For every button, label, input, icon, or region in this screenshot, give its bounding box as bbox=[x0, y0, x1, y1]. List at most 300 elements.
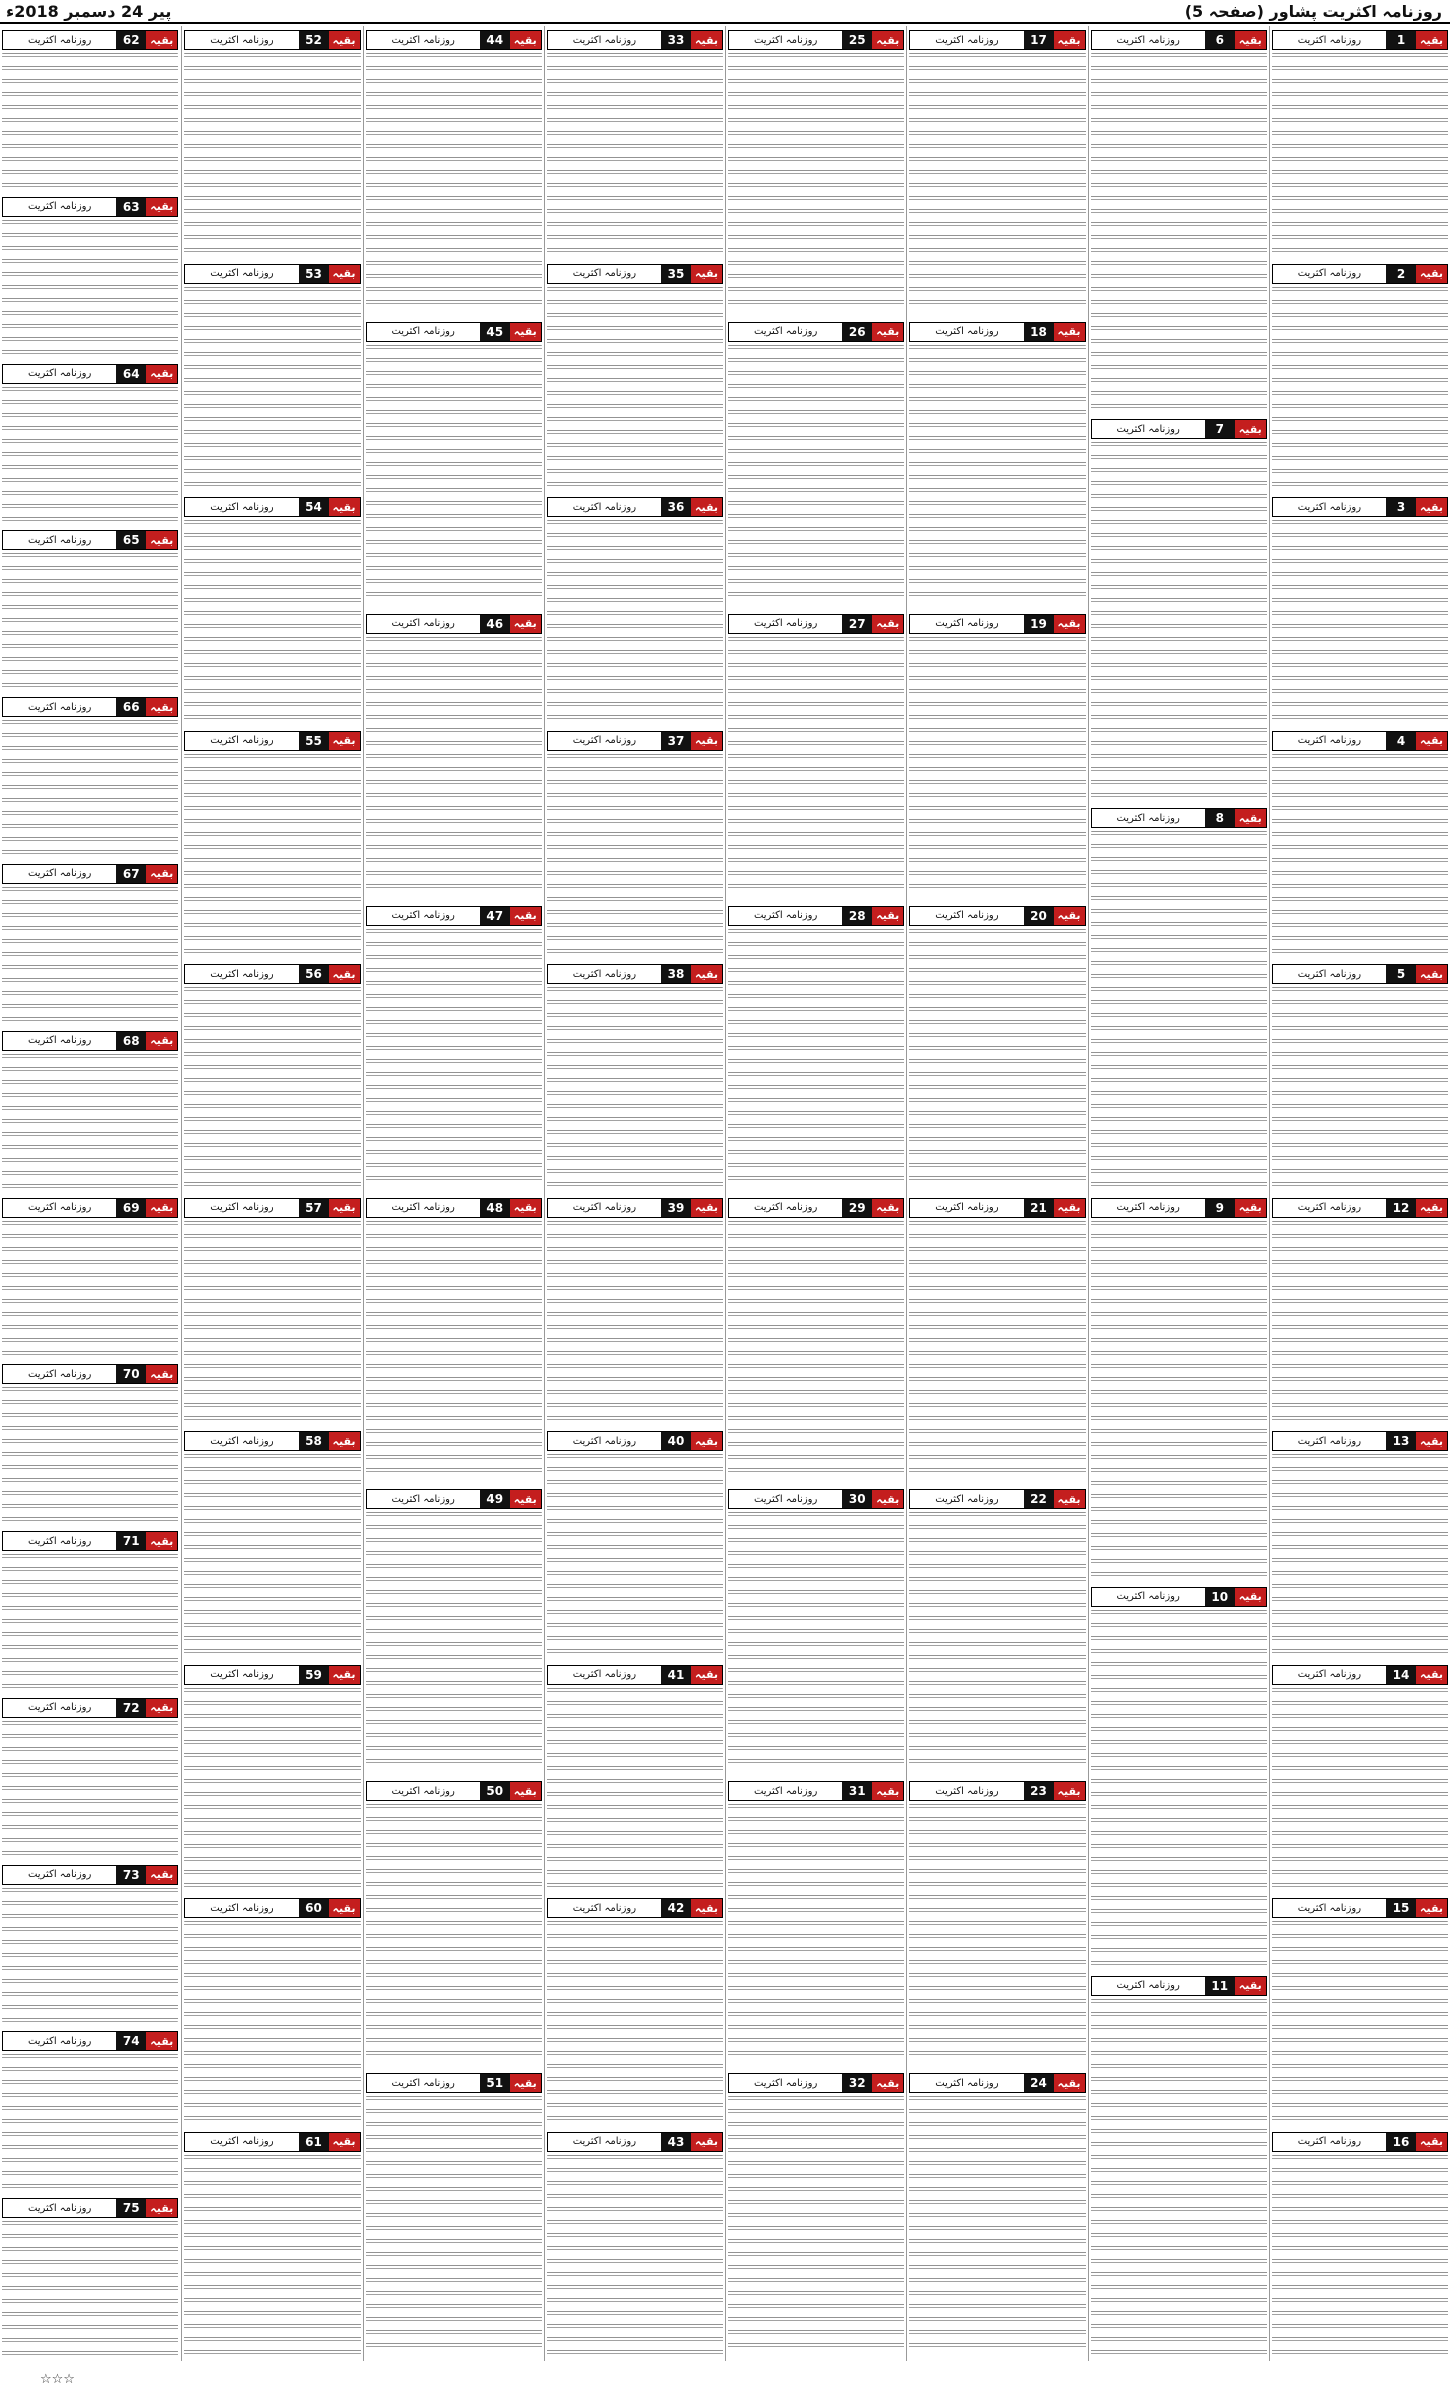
continuation-number: 61 bbox=[299, 2133, 329, 2151]
continuation-number: 67 bbox=[116, 865, 146, 883]
continuation-number: 70 bbox=[116, 1365, 146, 1383]
article-text bbox=[184, 1454, 360, 1656]
article-text bbox=[1091, 831, 1267, 1188]
continuation-block bbox=[1091, 1587, 1267, 1968]
article-text bbox=[728, 345, 904, 605]
continuation-brand: روزنامہ اکثریت bbox=[729, 1490, 842, 1508]
continuation-brand: روزنامہ اکثریت bbox=[367, 1782, 480, 1800]
article-text bbox=[547, 1454, 723, 1656]
continuation-block bbox=[1091, 1976, 1267, 2357]
continuation-tag: بقیہ bbox=[329, 1199, 360, 1217]
continuation-number: 26 bbox=[842, 323, 872, 341]
continuation-tag: بقیہ bbox=[146, 2032, 177, 2050]
continuation-header bbox=[1091, 1198, 1267, 1218]
continuation-tag: بقیہ bbox=[1416, 498, 1447, 516]
continuation-block bbox=[547, 497, 723, 723]
article-text bbox=[2, 1054, 178, 1189]
continuation-block bbox=[2, 530, 178, 689]
article-text bbox=[366, 1221, 542, 1481]
continuation-header bbox=[184, 1431, 360, 1451]
continuation-block bbox=[184, 1665, 360, 1891]
continuation-header bbox=[728, 2073, 904, 2093]
continuation-header bbox=[184, 1198, 360, 1218]
article-text bbox=[1091, 442, 1267, 799]
continuation-header bbox=[547, 264, 723, 284]
continuation-tag: بقیہ bbox=[872, 2074, 903, 2092]
continuation-tag: بقیہ bbox=[872, 907, 903, 925]
continuation-brand: روزنامہ اکثریت bbox=[3, 1532, 116, 1550]
continuation-brand: روزنامہ اکثریت bbox=[729, 907, 842, 925]
article-text bbox=[909, 2096, 1085, 2356]
continuation-header bbox=[547, 30, 723, 50]
continuation-brand: روزنامہ اکثریت bbox=[3, 698, 116, 716]
continuation-header bbox=[366, 906, 542, 926]
continuation-tag: بقیہ bbox=[1054, 1490, 1085, 1508]
continuation-tag: بقیہ bbox=[510, 2074, 541, 2092]
continuation-tag: بقیہ bbox=[1416, 31, 1447, 49]
continuation-header bbox=[2, 1865, 178, 1885]
article-text bbox=[547, 520, 723, 722]
continuation-brand: روزنامہ اکثریت bbox=[185, 2133, 298, 2151]
continuation-tag: بقیہ bbox=[510, 31, 541, 49]
continuation-header bbox=[184, 964, 360, 984]
continuation-tag: بقیہ bbox=[510, 1782, 541, 1800]
continuation-number: 22 bbox=[1024, 1490, 1054, 1508]
continuation-tag: بقیہ bbox=[691, 965, 722, 983]
continuation-number: 24 bbox=[1024, 2074, 1054, 2092]
continuation-header bbox=[909, 614, 1085, 634]
continuation-tag: بقیہ bbox=[1054, 1199, 1085, 1217]
continuation-block bbox=[728, 614, 904, 898]
page-column bbox=[181, 26, 362, 2361]
continuation-header bbox=[184, 1898, 360, 1918]
continuation-brand: روزنامہ اکثریت bbox=[910, 31, 1023, 49]
continuation-number: 39 bbox=[661, 1199, 691, 1217]
continuation-brand: روزنامہ اکثریت bbox=[185, 1666, 298, 1684]
continuation-number: 25 bbox=[842, 31, 872, 49]
continuation-number: 2 bbox=[1386, 265, 1416, 283]
continuation-number: 20 bbox=[1024, 907, 1054, 925]
continuation-tag: بقیہ bbox=[1054, 1782, 1085, 1800]
continuation-header bbox=[1091, 1976, 1267, 1996]
continuation-header bbox=[547, 1898, 723, 1918]
continuation-tag: بقیہ bbox=[146, 1699, 177, 1717]
continuation-header bbox=[366, 2073, 542, 2093]
masthead bbox=[0, 0, 1450, 24]
continuation-tag: بقیہ bbox=[329, 1432, 360, 1450]
continuation-brand: روزنامہ اکثریت bbox=[1273, 732, 1386, 750]
continuation-number: 55 bbox=[299, 732, 329, 750]
continuation-brand: روزنامہ اکثریت bbox=[1092, 420, 1205, 438]
continuation-block bbox=[547, 731, 723, 957]
continuation-brand: روزنامہ اکثریت bbox=[367, 31, 480, 49]
continuation-number: 74 bbox=[116, 2032, 146, 2050]
continuation-header bbox=[2, 1698, 178, 1718]
continuation-tag: بقیہ bbox=[691, 31, 722, 49]
continuation-tag: بقیہ bbox=[1235, 420, 1266, 438]
continuation-number: 73 bbox=[116, 1866, 146, 1884]
continuation-tag: بقیہ bbox=[1054, 31, 1085, 49]
continuation-block bbox=[909, 2073, 1085, 2357]
continuation-header bbox=[1091, 808, 1267, 828]
continuation-brand: روزنامہ اکثریت bbox=[548, 732, 661, 750]
continuation-block bbox=[366, 1198, 542, 1482]
continuation-brand: روزنامہ اکثریت bbox=[548, 1432, 661, 1450]
continuation-block bbox=[2, 1198, 178, 1357]
article-text bbox=[1272, 754, 1448, 956]
continuation-tag: بقیہ bbox=[329, 265, 360, 283]
continuation-header bbox=[728, 906, 904, 926]
continuation-number: 42 bbox=[661, 1899, 691, 1917]
continuation-number: 13 bbox=[1386, 1432, 1416, 1450]
continuation-header bbox=[366, 1781, 542, 1801]
continuation-brand: روزنامہ اکثریت bbox=[1273, 2133, 1386, 2151]
article-text bbox=[728, 1512, 904, 1772]
continuation-tag: بقیہ bbox=[1054, 2074, 1085, 2092]
continuation-header bbox=[366, 1489, 542, 1509]
continuation-header bbox=[2, 2198, 178, 2218]
continuation-block bbox=[2, 2031, 178, 2190]
continuation-number: 21 bbox=[1024, 1199, 1054, 1217]
continuation-number: 58 bbox=[299, 1432, 329, 1450]
continuation-block bbox=[184, 30, 360, 256]
article-text bbox=[728, 1221, 904, 1481]
continuation-block bbox=[2, 1031, 178, 1190]
article-text bbox=[909, 1804, 1085, 2064]
continuation-tag: بقیہ bbox=[691, 1666, 722, 1684]
article-text bbox=[2, 1387, 178, 1522]
continuation-brand: روزنامہ اکثریت bbox=[367, 1199, 480, 1217]
continuation-block bbox=[1272, 2132, 1448, 2358]
continuation-header bbox=[184, 264, 360, 284]
continuation-header bbox=[1272, 2132, 1448, 2152]
continuation-block bbox=[1272, 1665, 1448, 1891]
continuation-header bbox=[184, 2132, 360, 2152]
continuation-brand: روزنامہ اکثریت bbox=[548, 31, 661, 49]
continuation-number: 19 bbox=[1024, 615, 1054, 633]
continuation-brand: روزنامہ اکثریت bbox=[185, 965, 298, 983]
continuation-tag: بقیہ bbox=[872, 1782, 903, 1800]
continuation-brand: روزنامہ اکثریت bbox=[185, 1899, 298, 1917]
continuation-block bbox=[547, 1665, 723, 1891]
continuation-block bbox=[2, 1698, 178, 1857]
continuation-tag: بقیہ bbox=[691, 732, 722, 750]
continuation-number: 3 bbox=[1386, 498, 1416, 516]
article-text bbox=[184, 1221, 360, 1423]
continuation-tag: بقیہ bbox=[691, 1199, 722, 1217]
continuation-tag: بقیہ bbox=[1235, 1588, 1266, 1606]
article-text bbox=[909, 53, 1085, 313]
continuation-tag: بقیہ bbox=[1416, 1432, 1447, 1450]
continuation-brand: روزنامہ اکثریت bbox=[729, 2074, 842, 2092]
continuation-header bbox=[2, 1031, 178, 1051]
article-text bbox=[728, 637, 904, 897]
continuation-header bbox=[1272, 1431, 1448, 1451]
page-column bbox=[1269, 26, 1450, 2361]
continuation-number: 10 bbox=[1205, 1588, 1235, 1606]
continuation-brand: روزنامہ اکثریت bbox=[729, 31, 842, 49]
article-text bbox=[547, 1221, 723, 1423]
continuation-brand: روزنامہ اکثریت bbox=[1273, 1199, 1386, 1217]
article-text bbox=[184, 754, 360, 956]
continuation-brand: روزنامہ اکثریت bbox=[3, 1365, 116, 1383]
continuation-block bbox=[909, 1198, 1085, 1482]
article-text bbox=[184, 520, 360, 722]
continuation-tag: بقیہ bbox=[146, 198, 177, 216]
continuation-brand: روزنامہ اکثریت bbox=[3, 1699, 116, 1717]
continuation-brand: روزنامہ اکثریت bbox=[910, 1490, 1023, 1508]
continuation-tag: بقیہ bbox=[1054, 615, 1085, 633]
continuation-number: 59 bbox=[299, 1666, 329, 1684]
continuation-brand: روزنامہ اکثریت bbox=[185, 31, 298, 49]
article-text bbox=[184, 2155, 360, 2357]
continuation-number: 46 bbox=[480, 615, 510, 633]
article-text bbox=[909, 1221, 1085, 1481]
continuation-block bbox=[2, 30, 178, 189]
article-text bbox=[2, 1888, 178, 2023]
article-text bbox=[2, 387, 178, 522]
continuation-block bbox=[366, 1781, 542, 2065]
continuation-tag: بقیہ bbox=[1235, 809, 1266, 827]
continuation-brand: روزنامہ اکثریت bbox=[1273, 1899, 1386, 1917]
page-column bbox=[0, 26, 180, 2361]
article-text bbox=[366, 53, 542, 313]
continuation-number: 5 bbox=[1386, 965, 1416, 983]
continuation-tag: بقیہ bbox=[146, 698, 177, 716]
continuation-block bbox=[1272, 264, 1448, 490]
continuation-tag: بقیہ bbox=[1416, 2133, 1447, 2151]
continuation-number: 66 bbox=[116, 698, 146, 716]
continuation-header bbox=[1091, 419, 1267, 439]
continuation-header bbox=[1272, 497, 1448, 517]
continuation-number: 18 bbox=[1024, 323, 1054, 341]
continuation-block bbox=[547, 1431, 723, 1657]
continuation-block bbox=[184, 1198, 360, 1424]
article-text bbox=[1091, 1221, 1267, 1578]
page-column bbox=[544, 26, 725, 2361]
continuation-number: 72 bbox=[116, 1699, 146, 1717]
continuation-block bbox=[1091, 1198, 1267, 1579]
article-text bbox=[366, 2096, 542, 2356]
continuation-header bbox=[2, 197, 178, 217]
continuation-number: 30 bbox=[842, 1490, 872, 1508]
continuation-tag: بقیہ bbox=[146, 31, 177, 49]
continuation-header bbox=[909, 906, 1085, 926]
continuation-tag: بقیہ bbox=[329, 1899, 360, 1917]
continuation-block bbox=[2, 1531, 178, 1690]
continuation-number: 44 bbox=[480, 31, 510, 49]
continuation-brand: روزنامہ اکثریت bbox=[3, 531, 116, 549]
continuation-block bbox=[1091, 419, 1267, 800]
article-text bbox=[2, 553, 178, 688]
continuation-header bbox=[366, 322, 542, 342]
continuation-block bbox=[547, 964, 723, 1190]
continuation-number: 47 bbox=[480, 907, 510, 925]
continuation-tag: بقیہ bbox=[691, 498, 722, 516]
article-text bbox=[1272, 287, 1448, 489]
continuation-header bbox=[547, 964, 723, 984]
continuation-block bbox=[184, 1898, 360, 2124]
continuation-number: 56 bbox=[299, 965, 329, 983]
continuation-brand: روزنامہ اکثریت bbox=[910, 1782, 1023, 1800]
continuation-block bbox=[366, 30, 542, 314]
continuation-tag: بقیہ bbox=[1054, 907, 1085, 925]
continuation-block bbox=[184, 2132, 360, 2358]
continuation-page bbox=[0, 26, 1450, 2366]
article-text bbox=[547, 287, 723, 489]
continuation-number: 32 bbox=[842, 2074, 872, 2092]
continuation-number: 6 bbox=[1205, 31, 1235, 49]
masthead-date: پیر 24 دسمبر 2018ء bbox=[6, 2, 172, 21]
continuation-brand: روزنامہ اکثریت bbox=[3, 1032, 116, 1050]
continuation-block bbox=[728, 1198, 904, 1482]
continuation-brand: روزنامہ اکثریت bbox=[1092, 809, 1205, 827]
continuation-tag: بقیہ bbox=[872, 615, 903, 633]
continuation-number: 33 bbox=[661, 31, 691, 49]
continuation-header bbox=[2, 30, 178, 50]
continuation-brand: روزنامہ اکثریت bbox=[910, 907, 1023, 925]
continuation-header bbox=[2, 2031, 178, 2051]
continuation-tag: بقیہ bbox=[146, 1199, 177, 1217]
continuation-brand: روزنامہ اکثریت bbox=[548, 1899, 661, 1917]
continuation-tag: بقیہ bbox=[1416, 265, 1447, 283]
continuation-block bbox=[184, 1431, 360, 1657]
article-text bbox=[1091, 53, 1267, 410]
article-text bbox=[547, 1688, 723, 1890]
article-text bbox=[547, 53, 723, 255]
continuation-tag: بقیہ bbox=[691, 1432, 722, 1450]
continuation-brand: روزنامہ اکثریت bbox=[910, 615, 1023, 633]
continuation-header bbox=[2, 697, 178, 717]
article-text bbox=[1272, 1921, 1448, 2123]
continuation-brand: روزنامہ اکثریت bbox=[185, 265, 298, 283]
article-text bbox=[909, 929, 1085, 1189]
continuation-block bbox=[909, 1489, 1085, 1773]
article-text bbox=[1091, 1610, 1267, 1967]
continuation-brand: روزنامہ اکثریت bbox=[367, 907, 480, 925]
continuation-header bbox=[1091, 30, 1267, 50]
continuation-brand: روزنامہ اکثریت bbox=[185, 1432, 298, 1450]
continuation-number: 1 bbox=[1386, 31, 1416, 49]
continuation-brand: روزنامہ اکثریت bbox=[3, 865, 116, 883]
continuation-tag: بقیہ bbox=[691, 1899, 722, 1917]
continuation-brand: روزنامہ اکثریت bbox=[548, 265, 661, 283]
article-text bbox=[728, 929, 904, 1189]
article-text bbox=[366, 1512, 542, 1772]
continuation-number: 62 bbox=[116, 31, 146, 49]
continuation-number: 17 bbox=[1024, 31, 1054, 49]
continuation-brand: روزنامہ اکثریت bbox=[548, 1666, 661, 1684]
continuation-tag: بقیہ bbox=[872, 1490, 903, 1508]
continuation-tag: بقیہ bbox=[146, 1032, 177, 1050]
continuation-brand: روزنامہ اکثریت bbox=[729, 1199, 842, 1217]
continuation-block bbox=[728, 1781, 904, 2065]
continuation-number: 23 bbox=[1024, 1782, 1054, 1800]
article-text bbox=[184, 287, 360, 489]
continuation-block bbox=[728, 906, 904, 1190]
continuation-tag: بقیہ bbox=[510, 615, 541, 633]
continuation-block bbox=[2, 1865, 178, 2024]
continuation-header bbox=[2, 1531, 178, 1551]
article-text bbox=[184, 987, 360, 1189]
continuation-block bbox=[547, 2132, 723, 2358]
continuation-tag: بقیہ bbox=[1235, 1977, 1266, 1995]
article-text bbox=[547, 754, 723, 956]
continuation-header bbox=[909, 322, 1085, 342]
continuation-block bbox=[1272, 1898, 1448, 2124]
article-text bbox=[1272, 520, 1448, 722]
continuation-block bbox=[366, 2073, 542, 2357]
continuation-brand: روزنامہ اکثریت bbox=[367, 615, 480, 633]
continuation-brand: روزنامہ اکثریت bbox=[3, 365, 116, 383]
continuation-tag: بقیہ bbox=[329, 732, 360, 750]
article-text bbox=[909, 345, 1085, 605]
article-text bbox=[1272, 2155, 1448, 2357]
continuation-header bbox=[728, 1489, 904, 1509]
page-column bbox=[1088, 26, 1269, 2361]
continuation-header bbox=[909, 1781, 1085, 1801]
continuation-number: 27 bbox=[842, 615, 872, 633]
continuation-tag: بقیہ bbox=[329, 2133, 360, 2151]
continuation-block bbox=[1091, 30, 1267, 411]
continuation-block bbox=[2, 697, 178, 856]
continuation-tag: بقیہ bbox=[1416, 1666, 1447, 1684]
continuation-brand: روزنامہ اکثریت bbox=[729, 615, 842, 633]
page-column bbox=[363, 26, 544, 2361]
continuation-brand: روزنامہ اکثریت bbox=[185, 498, 298, 516]
continuation-number: 65 bbox=[116, 531, 146, 549]
continuation-block bbox=[909, 322, 1085, 606]
continuation-header bbox=[728, 30, 904, 50]
continuation-block bbox=[1272, 1198, 1448, 1424]
continuation-block bbox=[184, 497, 360, 723]
continuation-header bbox=[728, 1198, 904, 1218]
article-text bbox=[1272, 1221, 1448, 1423]
continuation-header bbox=[184, 30, 360, 50]
continuation-header bbox=[909, 1489, 1085, 1509]
continuation-tag: بقیہ bbox=[510, 323, 541, 341]
continuation-block bbox=[366, 614, 542, 898]
continuation-brand: روزنامہ اکثریت bbox=[367, 2074, 480, 2092]
continuation-block bbox=[184, 964, 360, 1190]
continuation-header bbox=[1272, 1198, 1448, 1218]
article-text bbox=[2, 2221, 178, 2356]
continuation-header bbox=[547, 1665, 723, 1685]
continuation-block bbox=[547, 30, 723, 256]
continuation-brand: روزنامہ اکثریت bbox=[910, 1199, 1023, 1217]
continuation-header bbox=[184, 731, 360, 751]
continuation-brand: روزنامہ اکثریت bbox=[367, 323, 480, 341]
article-text bbox=[909, 637, 1085, 897]
continuation-tag: بقیہ bbox=[146, 1532, 177, 1550]
continuation-brand: روزنامہ اکثریت bbox=[729, 323, 842, 341]
continuation-number: 63 bbox=[116, 198, 146, 216]
continuation-tag: بقیہ bbox=[146, 2199, 177, 2217]
continuation-number: 71 bbox=[116, 1532, 146, 1550]
continuation-header bbox=[366, 614, 542, 634]
continuation-block bbox=[184, 731, 360, 957]
continuation-block bbox=[728, 2073, 904, 2357]
continuation-block bbox=[2, 364, 178, 523]
article-text bbox=[909, 1512, 1085, 1772]
continuation-brand: روزنامہ اکثریت bbox=[3, 31, 116, 49]
article-text bbox=[366, 637, 542, 897]
continuation-tag: بقیہ bbox=[872, 31, 903, 49]
continuation-block bbox=[547, 1198, 723, 1424]
continuation-header bbox=[909, 2073, 1085, 2093]
continuation-header bbox=[1272, 264, 1448, 284]
article-text bbox=[184, 1921, 360, 2123]
